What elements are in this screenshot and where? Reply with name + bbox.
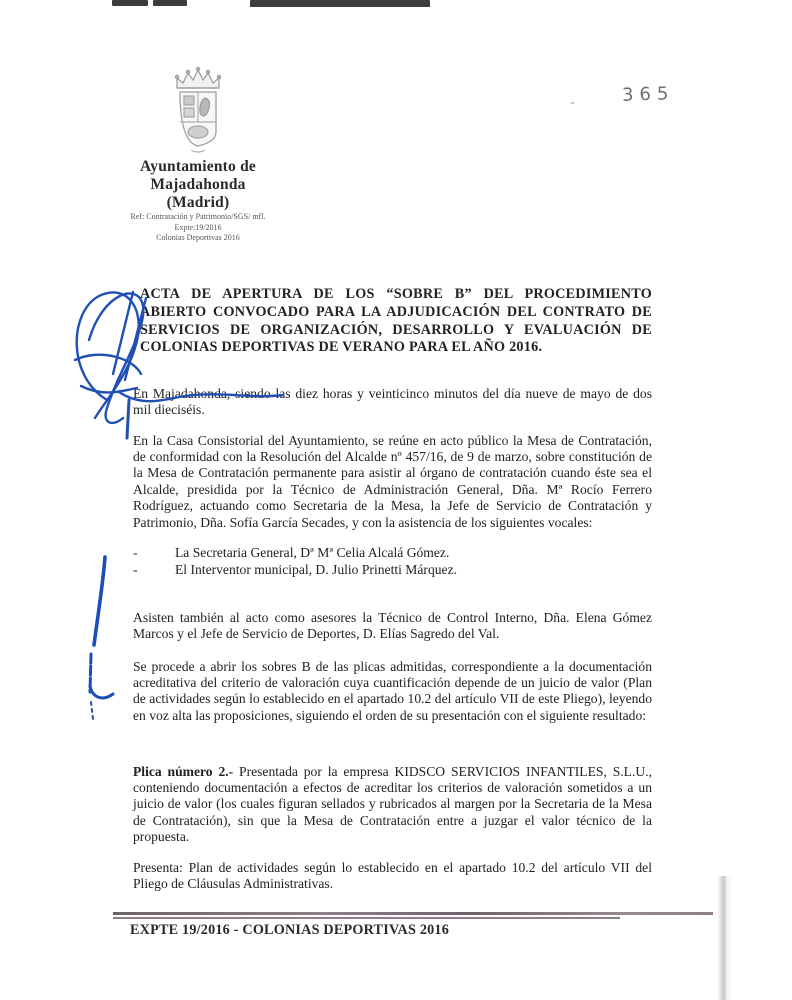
scan-artifact-bar — [112, 0, 148, 6]
paragraph-date-place: En Majadahonda, siendo las diez horas y veinticinco minutos del día nueve de mayo de dos mil dieciséis. — [133, 385, 652, 417]
org-name-line1: Ayuntamiento de — [140, 158, 256, 175]
org-name-line3: (Madrid) — [166, 194, 230, 211]
paragraph-mesa-constitucion: En la Casa Consistorial del Ayuntamiento, se reúne en acto público la Mesa de Contratación, de conformidad con la Resolución del Alcalde nº 457/16, de 9 de marzo, sobre constitución de la Mesa de Contratación permanente para asistir al órgano de contratación cuando éste sea el Alcalde, presidida por la Técnico de Administración General, Dña. Mª Rocío Ferrero Rodríguez, actuando como Secretaria de la Mesa, la Jefe de Servicio de Contratación y Patrimonio, Dña. Sofía García Secades, y con la asistencia de los siguientes vocales: — [133, 432, 652, 530]
document-title: ACTA DE APERTURA DE LOS “SOBRE B” DEL PROCEDIMIENTO ABIERTO CONVOCADO PARA LA ADJUDICACIÓN DEL CONTRATO DE SERVICIOS DE ORGANIZACIÓN, DESARROLLO Y EVALUACIÓN DE COLONIAS DEPORTIVAS DE VERANO PARA EL AÑO 2016. — [140, 286, 652, 356]
vocal-interventor: El Interventor municipal, D. Julio Prinetti Márquez. — [175, 561, 458, 577]
paragraph-presenta: Presenta: Plan de actividades según lo establecido en el apartado 10.2 del artículo VII del Pliego de Cláusulas Administrativas. — [133, 859, 652, 891]
letterhead — [112, 66, 284, 244]
coat-of-arms-icon — [165, 66, 231, 154]
scan-artifact-bar — [153, 0, 187, 6]
pencil-dash-mark: - — [570, 95, 575, 110]
reference-line: Ref: Contratación y Patrimonio/SGS/ mfl. — [130, 212, 266, 221]
handwritten-page-number: 365 — [621, 83, 675, 106]
org-name-line2: Majadahonda — [150, 176, 246, 193]
footer-rule-top — [113, 912, 713, 915]
vocales-list — [133, 545, 652, 578]
paragraph-plica-2 — [133, 764, 652, 846]
footer-rule-bottom — [113, 917, 620, 919]
program-line: Colonias Deportivas 2016 — [156, 233, 240, 242]
paragraph-apertura-sobres: Se procede a abrir los sobres B de las plicas admitidas, correspondiente a la documentación acreditativa del criterio de valoración cuya cuantificación depende de un juicio de valor (Plan de actividades según lo establecido en el apartado 10.2 del artículo VII de este Pliego), leyendo en voz alta las proposiciones, siguiendo el orden de su presentación con el siguiente resultado: — [133, 658, 652, 723]
list-dash: - — [133, 545, 138, 560]
list-dash: - — [133, 561, 138, 577]
margin-pen-stroke — [78, 552, 130, 722]
expediente-line: Expte:19/2016 — [174, 222, 222, 232]
plica-label: Plica número 2.- — [133, 763, 234, 779]
list-item — [133, 545, 652, 562]
scan-artifact-bar — [250, 0, 430, 7]
paragraph-asesores: Asisten también al acto como asesores la Técnico de Control Interno, Dña. Elena Gómez Marcos y el Jefe de Servicio de Deportes, D. Elías Sagredo del Val. — [133, 609, 652, 641]
list-item — [133, 562, 652, 579]
vocal-secretaria-general: La Secretaria General, Dª Mª Celia Alcalá Gómez. — [175, 545, 450, 560]
scan-edge-shadow — [717, 876, 733, 1000]
footer-expediente: EXPTE 19/2016 - COLONIAS DEPORTIVAS 2016 — [130, 922, 450, 938]
plica-body: Presentada por la empresa KIDSCO SERVICIOS INFANTILES, S.L.U., conteniendo documentación a efectos de acreditar los criterios de valoración sometidos a un juicio de valor (los cuales figuran sellados y rubricados al margen por la Secretaria de la Mesa de Contratación), sin que la Mesa de Contratación entre a juzgar el valor técnico de la propuesta. — [133, 763, 652, 845]
